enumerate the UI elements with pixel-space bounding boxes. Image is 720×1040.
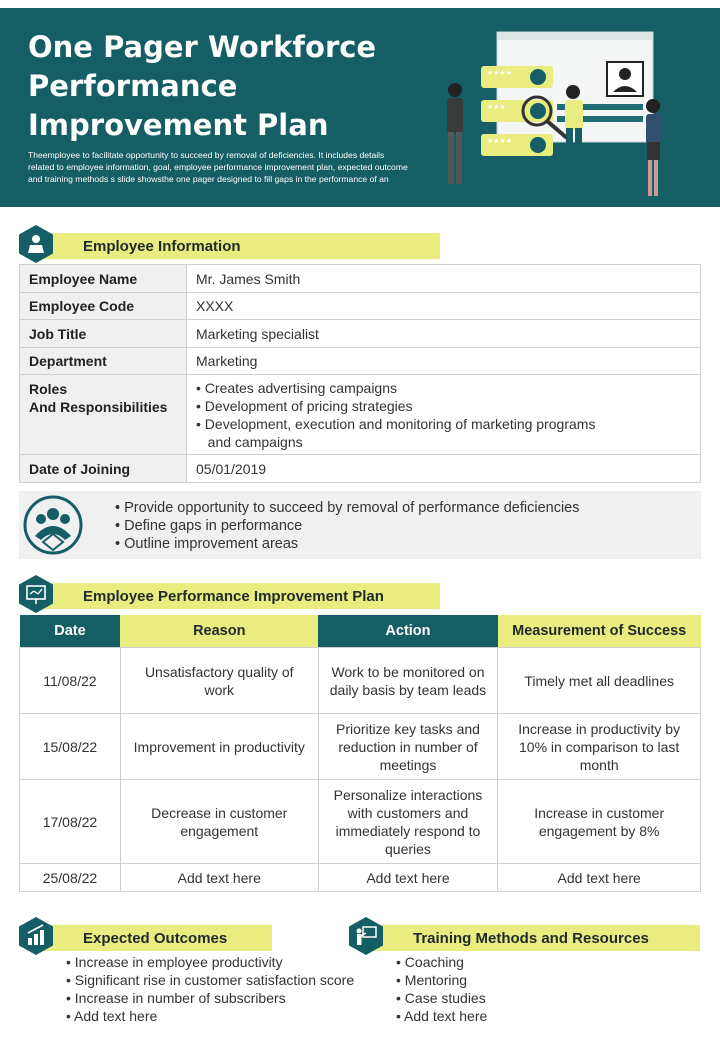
date-cell: 17/08/22 xyxy=(20,780,121,864)
date-of-joining-value: 05/01/2019 xyxy=(187,455,701,483)
list-item: • Development of pricing strategies xyxy=(196,398,413,414)
department-value: Marketing xyxy=(187,348,701,375)
employee-code-value: XXXX xyxy=(187,293,701,320)
column-header-reason: Reason xyxy=(120,615,318,648)
list-item: • Increase in number of subscribers xyxy=(66,990,286,1006)
table-row xyxy=(20,780,701,864)
action-cell: Prioritize key tasks and reduction in number of meetings xyxy=(318,714,498,780)
date-of-joining-label: Date of Joining xyxy=(20,455,187,483)
reason-cell: Add text here xyxy=(120,864,318,892)
column-header-date: Date xyxy=(20,615,121,648)
list-item: • Add text here xyxy=(396,1008,488,1024)
list-item: • Define gaps in performance xyxy=(115,518,303,534)
list-item: • Increase in employee productivity xyxy=(66,954,283,970)
success-cell: Timely met all deadlines xyxy=(498,648,701,714)
roles-label: Roles And Responsibilities xyxy=(20,375,187,455)
list-item: • Coaching xyxy=(396,954,464,970)
table-row xyxy=(20,320,701,348)
list-item: • Case studies xyxy=(396,990,486,1006)
trainer-icon xyxy=(348,916,384,956)
list-item: • Add text here xyxy=(66,1008,158,1024)
roles-value xyxy=(187,375,701,455)
job-title-value: Marketing specialist xyxy=(187,320,701,348)
list-item: • Development, execution and monitoring of marketing programs xyxy=(196,416,596,432)
table-row xyxy=(20,348,701,375)
list-item: and campaigns xyxy=(196,434,303,450)
action-cell: Add text here xyxy=(318,864,498,892)
improvement-plan-table xyxy=(19,615,701,892)
employee-name-label: Employee Name xyxy=(20,265,187,293)
list-item: • Creates advertising campaigns xyxy=(196,380,397,396)
outcomes-heading: Expected Outcomes xyxy=(18,925,278,951)
employee-name-value: Mr. James Smith xyxy=(187,265,701,293)
table-row xyxy=(20,455,701,483)
page-title: One Pager Workforce Performance Improvement Plan xyxy=(28,30,377,142)
goals-box xyxy=(19,491,701,559)
training-list xyxy=(396,953,487,1025)
employee-code-label: Employee Code xyxy=(20,293,187,320)
team-target-icon xyxy=(21,494,85,556)
table-header-row xyxy=(20,615,701,648)
employee-info-heading: Employee Information xyxy=(18,233,448,259)
table-row xyxy=(20,648,701,714)
list-item: • Provide opportunity to succeed by removal of performance deficiencies xyxy=(115,500,580,516)
presentation-board-icon xyxy=(18,574,54,614)
column-header-action: Action xyxy=(318,615,498,648)
intro-text: Theemployee to facilitate opportunity to succeed by removal of deficiencies. It includes details related to employee information, goal, employee performance improvement plan, expected outcome and training methods s slide showsthe one pager designed to fill gaps in the performance of an xyxy=(28,150,408,184)
success-cell: Add text here xyxy=(498,864,701,892)
outcomes-list xyxy=(66,953,354,1025)
date-cell: 15/08/22 xyxy=(20,714,121,780)
employee-badge-icon xyxy=(18,224,54,264)
table-row xyxy=(20,375,701,455)
list-item: • Significant rise in customer satisfaction score xyxy=(66,972,355,988)
success-cell: Increase in customer engagement by 8% xyxy=(498,780,701,864)
list-item: • Outline improvement areas xyxy=(115,536,299,552)
header-banner xyxy=(0,8,720,207)
employee-info-table xyxy=(19,264,701,483)
department-label: Department xyxy=(20,348,187,375)
plan-heading: Employee Performance Improvement Plan xyxy=(18,583,448,609)
table-row xyxy=(20,293,701,320)
svg-text:★★★: ★★★ xyxy=(487,103,506,111)
training-heading: Training Methods and Resources xyxy=(348,925,704,951)
reason-cell: Decrease in customer engagement xyxy=(120,780,318,864)
job-title-label: Job Title xyxy=(20,320,187,348)
team-review-illustration xyxy=(435,28,675,208)
table-row xyxy=(20,265,701,293)
goals-list xyxy=(115,499,579,553)
reason-cell: Improvement in productivity xyxy=(120,714,318,780)
svg-text:★★★★: ★★★★ xyxy=(487,137,513,145)
action-cell: Personalize interactions with customers and immediately respond to queries xyxy=(318,780,498,864)
list-item: • Mentoring xyxy=(396,972,468,988)
table-row xyxy=(20,714,701,780)
reason-cell: Unsatisfactory quality of work xyxy=(120,648,318,714)
table-row xyxy=(20,864,701,892)
growth-chart-icon xyxy=(18,916,54,956)
svg-text:★★★★: ★★★★ xyxy=(487,69,513,77)
success-cell: Increase in productivity by 10% in comparison to last month xyxy=(498,714,701,780)
action-cell: Work to be monitored on daily basis by team leads xyxy=(318,648,498,714)
column-header-success: Measurement of Success xyxy=(498,615,701,648)
date-cell: 11/08/22 xyxy=(20,648,121,714)
date-cell: 25/08/22 xyxy=(20,864,121,892)
